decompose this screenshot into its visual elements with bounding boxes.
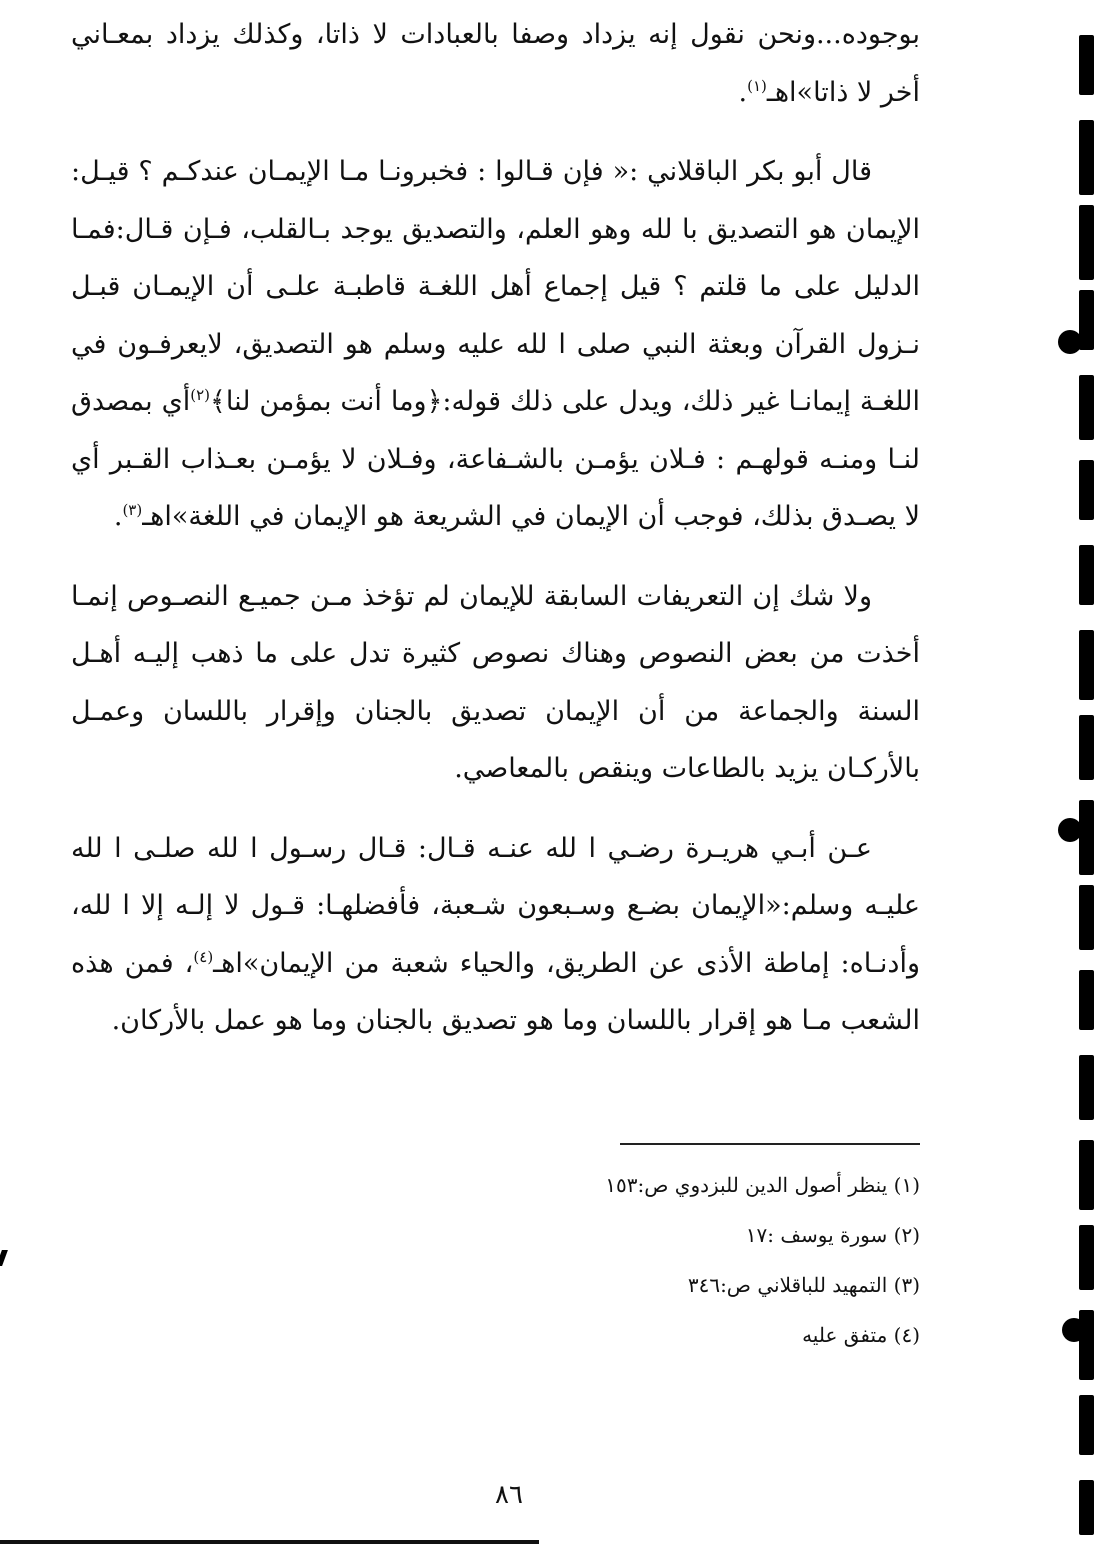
paragraph-end: .: [114, 501, 124, 532]
paragraph-text: قال أبو بكر الباقلاني :« فإن قـالوا : فخبرونـا مـا الإيمـان عندكـم ؟ قيـل: الإيمان هو التصديق با لله وهو العلم، والتصديق يوجد بـالقلب، فـإن قـال:فمـا الدليل على ما قلتم ؟ قيل إجماع أهل اللغـة قاطبـة علـى أن الإيمـان قبـل نـزول القرآن وبعثة النبي صلى ا لله عليه وسلم هو التصديق، لايعرفـون في اللغـة إيمانـا غير ذلك، ويدل على ذلك قوله:﴿وما أنت بمؤمن لنا﴾: [72, 156, 921, 417]
binding-marks: [1061, 0, 1101, 1553]
binding-hole: [1059, 818, 1083, 842]
binding-hole: [1059, 330, 1083, 354]
binding-bar: [1080, 120, 1095, 195]
footnote-4: (٤) متفق عليه: [803, 1323, 921, 1347]
page-number: ٨٦: [496, 1480, 524, 1510]
binding-bar: [1080, 1055, 1095, 1120]
footnote-3: (٣) التمهيد للباقلاني ص:٣٤٦: [688, 1273, 921, 1297]
margin-mark: [0, 1250, 9, 1266]
footnote-divider: [621, 1143, 921, 1145]
binding-bar: [1080, 375, 1095, 440]
binding-bar: [1080, 970, 1095, 1030]
paragraph-text: بوجوده...ونحن نقول إنه يزداد وصفا بالعبادات لا ذاتا، وكذلك يزداد بمعـاني أخر لا ذاتا»اهـ: [72, 19, 921, 108]
binding-hole: [1063, 1318, 1087, 1342]
footnote-2: (٢) سورة يوسف :١٧: [746, 1223, 921, 1247]
footnote-ref: (١): [748, 76, 768, 95]
binding-bar: [1080, 545, 1095, 605]
paragraph-text: عـن أبـي هريـرة رضـي ا لله عنـه قـال: قـال رسـول ا لله صلـى ا لله عليـه وسلم:«الإيمان بضـع وسـبعون شـعبة، فأفضلهـا: قـول لا إلـه إلا ا لله، وأدنـاه: إماطة الأذى عن الطريق، والحياء شعبة من الإيمان»اهـ: [72, 832, 921, 979]
binding-bar: [1080, 1480, 1095, 1535]
binding-bar: [1080, 800, 1095, 875]
footnotes: [221, 1160, 921, 1360]
binding-bar: [1080, 630, 1095, 700]
paragraph-1: [72, 6, 921, 121]
binding-bar: [1080, 1140, 1095, 1210]
binding-bar: [1080, 460, 1095, 520]
binding-bar: [1080, 1225, 1095, 1290]
paragraph-4: [72, 820, 921, 1050]
binding-bar: [1080, 885, 1095, 950]
paragraph-text-continued: أي بمصدق لنـا ومنـه قولهـم : فـلان يؤمـن بالشـفاعة، وفـلان لا يؤمـن بعـذاب القـبر أي لا يصـدق بذلك، فوجب أن الإيمان في الشريعة هو الإيمان في اللغة»اهـ: [72, 386, 921, 532]
binding-bar: [1080, 1395, 1095, 1455]
paragraph-2: [72, 143, 921, 546]
paragraph-3: [72, 568, 921, 798]
bottom-scan-edge: [0, 1540, 540, 1544]
paragraph-end: .: [739, 76, 749, 108]
paragraph-text: ولا شك إن التعريفات السابقة للإيمان لم تؤخذ مـن جميـع النصـوص إنمـا أخذت من بعض النصوص وهناك نصوص كثيرة تدل على ما ذهب إليـه أهـل السنة والجماعة من أن الإيمان تصديق بالجنان وإقرار باللسان وعمـل بالأركـان يزيد بالطاعات وينقص بالمعاصي.: [72, 580, 921, 784]
footnote-ref: (٢): [191, 386, 212, 404]
main-text: [72, 6, 921, 1072]
binding-bar: [1080, 35, 1095, 95]
binding-bar: [1080, 715, 1095, 780]
footnote-ref: (٣): [123, 501, 144, 519]
footnote-1: (١) ينظر أصول الدين للبزدوي ص:١٥٣: [606, 1173, 921, 1197]
binding-bar: [1080, 205, 1095, 280]
footnote-ref: (٤): [194, 947, 215, 966]
paragraph-text-continued: ، فمن هذه الشعب مـا هو إقرار باللسان وما هو تصديق بالجنان وما هو عمل بالأركان.: [72, 947, 921, 1036]
